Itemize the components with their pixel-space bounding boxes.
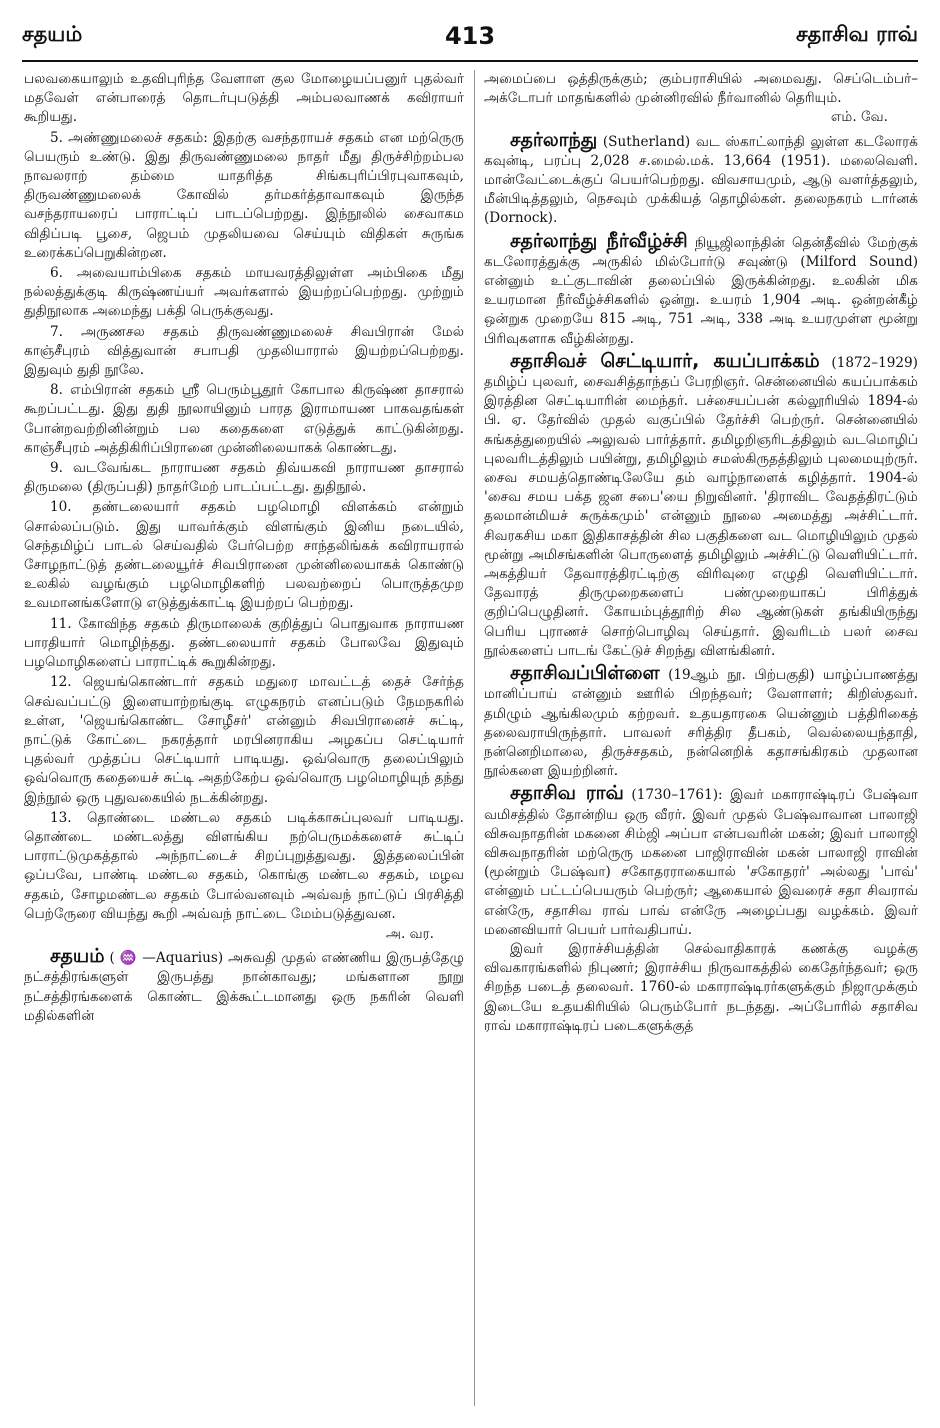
headword-sutherland-falls: சதர்லாந்து நீர்வீழ்ச்சி (510, 229, 688, 252)
header-left-word: சதயம் (22, 22, 83, 46)
entry-sadasiva-rao-continued: இவர் இராச்சியத்தின் செல்வாதிகாரக் கணக்கு வழக்கு விவகாரங்களில் நிபுணர்; இராச்சிய நிருவாகத்தில் கைதேர்ந்தவர்; ஒரு சிறந்த படைத் தலைவர். 1760-ல் மகாராஷ்டிரர்களுக்கும் நிஜாமுக்கும் இடையே உதயகிரியில் பெரும்போர் நடந்தது. அப்போரில் சதாசிவ ராவ் மகாராஷ்டிரப் படைகளுக்குத் (484, 940, 918, 1034)
entry-sadasiva-rao-text: (1730–1761): இவர் மகாராஷ்டிரப் பேஷ்வா வமிசத்தில் தோன்றிய ஒரு வீரர். இவர் முதல் பேஷ்வாவான பாலாஜி விசுவநாதரின் மகனை சிம்ஜி அப்பா என்பவரின் மகன்; இவர் பாலாஜி விசுவநாதரின் மற்ருெரு மகனை பாஜிராவின் மகன் பாலாஜி ராவின் (மூன்றும் பேஷ்வா) சகோதரராகையால் 'சகோதரர்' அல்லது 'பாவ்' என்னும் பட்டப்பெயரும் பெற்ருர்; ஆகையால் இவரைச் சதா சிவராவ் என்ருே, சதாசிவ ராவ் பாவ் என்ருே அழைப்பது வழக்கம். இவர் மனைவியார் பெயர் பார்வதிபாய். (484, 787, 918, 938)
paragraph-6: 6. அவையாம்பிகை சதகம் மாயவரத்திலுள்ள அம்பிகை மீது நல்லத்துக்குடி கிருஷ்ணய்யர் அவர்களால் இயற்றப்பெற்றது. முற்றும் துதிநூலாக அமைந்து பக்தி பெருக்குவது. (24, 265, 464, 320)
paragraph-11: 11. கோவிந்த சதகம் திருமாலைக் குறித்துப் பொதுவாக நாராயண பாரதியார் மொழிந்தது. தண்டலையார் சதகம் போலவே இதுவும் பழமொழிகளைப் பாராட்டிக் கூறுகின்றது. (24, 615, 464, 671)
paragraph-9: 9. வடவேங்கட நாராயண சதகம் திவ்யகவி நாராயண தாசரால் திருமலை (திருப்பதி) நாதர்மேற் பாடப்பட்டது. துதிநூல். (24, 460, 464, 496)
headword-sadasiva-rao: சதாசிவ ராவ் (510, 782, 624, 805)
paragraph-13-signature: அ. வர. (385, 925, 434, 942)
entry-satayam-text: ( ♒ —Aquarius) அசுவதி முதல் எண்ணிய இருபத்தேழு நட்சத்திரங்களுள் இருபத்து நான்காவது; மங்களான நூறு நட்சத்திரங்களைக் கொண்ட இக்கூட்டமானது ஒரு நகரின் வெளி மதில்களின் (24, 950, 464, 1024)
paragraph-8: 8. எம்பிரான் சதகம் ஸ்ரீ பெரும்பூதூர் கோபால கிருஷ்ண தாசரால் கூறப்பட்டது. இது துதி நூலாயினும் பாரத இராமாயண பாகவதங்கள் போன்றவற்றினின்றும் பல கதைகளை எடுத்துக் காட்டுகின்றது. காஞ்சீபுரம் அத்திகிரிப்பிரானை முன்னிலையாகக் கொண்டது. (24, 382, 464, 456)
headword-satayam: சதயம் (50, 945, 105, 968)
entry-satayam (24, 947, 464, 1026)
continued-signature: எம். வே. (830, 109, 888, 126)
entry-sadasiva-pillai (484, 664, 918, 781)
header-rule (22, 60, 918, 62)
intro-paragraph: பலவகையாலும் உதவிபுரிந்த வேளாள குல மோழையப்பனுர் புதல்வர் மதவேள் என்பாரைத் தொடர்புபடுத்தி அம்பலவாணக் கவிராயர் கூறியது. (24, 71, 464, 126)
headword-sadasiva-pillai: சதாசிவப்பிள்ளை (510, 662, 660, 685)
entry-sutherland (484, 128, 918, 229)
left-column (24, 70, 464, 1406)
header-right-word: சதாசிவ ராவ் (795, 22, 918, 46)
paragraph-13: 13. தொண்டை மண்டல சதகம் படிக்காசுப்புலவர் பாடியது. தொண்டை மண்டலத்து விளங்கிய நற்பெருமக்களைச் சுட்டிப் பாராட்டுமுகத்தால் அந்நாட்டைச் சிறப்புறுத்துவது. இத்தலைப்பின் ஒப்பவே, பாண்டி மண்டல சதகம், கொங்கு மண்டல சதகம், மழவ சதகம், சோழமண்டல சதகம் போல்வனவும் அவ்வந் நாட்டுப் பிரசித்தி பெற்ருேரை வியந்து கூறி அவ்வந் நாட்டை மேம்படுத்துவன. (24, 809, 464, 922)
entry-sutherland-falls-text: நியூஜிலாந்தின் தென்தீவில் மேற்குக் கடலோரத்துக்கு அருகில் மில்போர்டு சவுண்டு (Milford Sound) என்னும் உட்குடாவின் தலைப்பில் இருக்கின்றது. உலகின் மிக உயரமான நீர்வீழ்ச்சிகளில் ஒன்று. உயரம் 1,904 அடி. ஒன்றன்கீழ் ஒன்றுக முறையே 815 அடி, 751 அடி, 338 அடி உயரமுள்ள மூன்று பிரிவுகளாக வீழ்கின்றது. (484, 234, 918, 347)
paragraph-10: 10. தண்டலையார் சதகம் பழமொழி விளக்கம் என்றும் சொல்லப்படும். இது யாவர்க்கும் விளங்கும் இனிய நடையில், செந்தமிழ்ப் பாடல் செய்வதில் பேர்பெற்ற சாந்தலிங்கக் கவிராயரால் சோழநாட்டுத் தண்டலையூர்ச் சிவபிரானை முன்னிலையாகக் கொண்டு உலகில் வழங்கும் பழமொழிகளிற் பலவற்றைப் பொருத்தமுற உவமானங்களோடு எடுத்துக்காட்டி இயற்றப் பெற்றது. (24, 499, 464, 612)
column-divider (474, 70, 475, 1406)
page-number: 413 (444, 22, 496, 50)
entry-sutherland-text: (Sutherland) வட ஸ்காட்லாந்தி லுள்ள கடலோரக் கவுன்டி, பரப்பு 2,028 ச.மைல்.மக். 13,664 (1951). மலைவெளி. மான்வேட்டைக்குப் பெயர்பெற்றது. விவசாயமும், ஆடு வளர்த்தலும், மீன்பிடித்தலும், நெசவும் முக்கியத் தொழில்கள். தலைநகரம் டார்னக் (Dornock). (484, 133, 918, 227)
headword-sadasiva-chettiar: சதாசிவச் செட்டியார், கயப்பாக்கம் (510, 349, 820, 372)
continued-text (484, 70, 918, 108)
paragraph-7: 7. அருணசல சதகம் திருவண்ணுமலைச் சிவபிரான் மேல் காஞ்சீபுரம் வித்துவான் சபாபதி முதலியாரால் இயற்றப்பெற்றது. இதுவும் துதி நூலே. (24, 323, 464, 379)
paragraph-12: 12. ஜெயங்கொண்டார் சதகம் மதுரை மாவட்டத் தைச் சேர்ந்த செவ்வப்பட்டு இளையாற்றங்குடி எழுகநரம் எனப்படும் நேமநகரில் உள்ள, 'ஜெயங்கொண்ட சோழீசர்' என்னும் சிவபிரானைச் சுட்டி, நாட்டுக் கோட்டை நகரத்தார் மரபினராகிய அழகப்ப செட்டியார் புதல்வர் முத்தப்ப செட்டியார் பாடியது. ஒவ்வொரு தலைப்பிலும் ஒவ்வொரு கதையைச் சுட்டி அதற்கேற்ப ஒவ்வொரு பழமொழியுந் தந்து இந்நூல் ஒரு புதுவகையில் நடக்கின்றது. (24, 674, 464, 806)
entry-sadasiva-rao (484, 784, 918, 940)
entry-sutherland-falls (484, 229, 918, 349)
continued-text-body: அமைப்பை ஒத்திருக்கும்; கும்பராசியில் அமைவது. செப்டெம்பர்–அக்டோபர் மாதங்களில் முன்னிரவில் நீர்வானில் தெரியும். (484, 71, 918, 107)
headword-sutherland: சதர்லாந்து (510, 128, 598, 151)
entry-sadasiva-chettiar (484, 349, 918, 661)
right-column (484, 70, 918, 1406)
entry-sadasiva-chettiar-text: (1872–1929) தமிழ்ப் புலவர், சைவசித்தாந்தப் பேரறிஞர். சென்னையில் கயப்பாக்கம் இரத்தின செட்டியாரின் மைந்தர். பச்சையப்பன் கல்லூரியில் 1894-ல் பி. ஏ. தேர்வில் முதல் வகுப்பில் தேர்ச்சி பெற்ருர். சென்னையில் சுங்கத்துறையில் அலுவல் பார்த்தார். தமிழறிஞரிடத்திலும் வடமொழிப் புலவரிடத்திலும் பயின்று, தமிழிலும் சமஸ்கிருதத்திலும் புலமையுற்ருர். சைவ சமயத்தொண்டிலேயே தம் வாழ்நாளைக் கழித்தார். 1904-ல் 'சைவ சமய பக்த ஜன சபை'யை நிறுவினர். 'திராவிட வேதத்திரட்டும் தலமான்மியச் சுருக்கமும்' என்னும் நூலை அமைத்து அச்சிட்டார். சிவரகசிய மகா இதிகாசத்தின் சில பகுதிகளை வட மொழியிலும் முதல் மூன்று அமிசங்களின் பொருளைத் தமிழிலும் அச்சிட்டு வெளியிட்டார். அகத்தியர் தேவாரத்திரட்டிற்கு விரிவுரை எழுதி வெளியிட்டார். தேவாரத் திருமுறைகளைப் பண்முறையாகப் பிரித்துக் குறிப்பெழுதினர். கோயம்புத்தூரிற் சில ஆண்டுகள் தங்கியிருந்து பெரிய புராணச் சொற்பொழிவு செய்தார். இவரிடம் பலர் சைவ நூல்களைப் பாடங் கேட்டுச் சிறந்து விளங்கினர். (484, 354, 918, 659)
entry-sadasiva-pillai-text: (19ஆம் நூ. பிற்பகுதி) யாழ்ப்பாணத்து மானிப்பாய் என்னும் ஊரில் பிறந்தவர்; வேளாளர்; கிறிஸ்தவர். தமிழும் ஆங்கிலமும் கற்றவர். உதயதாரகை யென்னும் பத்திரிகைத் தலைவராயிருந்தார். பாவலர் சரித்திர தீபகம், வெல்லையந்தாதி, நன்னெறிமாலை, திருச்சதகம், நன்னெறிக் கதாசங்கிரகம் முதலான நூல்களை இயற்றினர். (484, 667, 918, 780)
paragraph-5: 5. அண்ணுமலைச் சதகம்: இதற்கு வசந்தராயச் சதகம் என மற்ருெரு பெயரும் உண்டு. இது திருவண்ணுமலை நாதர் மீது திருச்சிற்றம்பல நாவலராற் தம்மை யாதரித்த சிங்கபுரிப்பிரபுவாகவும், திருவண்ணுமலைக் கோவில் தர்மகர்த்தாவாகவும் இருந்த வசந்தராயரைப் பாராட்டிப் பாடப்பெற்றது. இந்நூலில் சைவாகம விதிப்படி பூசை, ஜெபம் முதலியவை செய்யும் விதிகள் சுருங்க உரைக்கப்பெறுகின்றன. (24, 129, 464, 261)
page-header (22, 22, 918, 58)
